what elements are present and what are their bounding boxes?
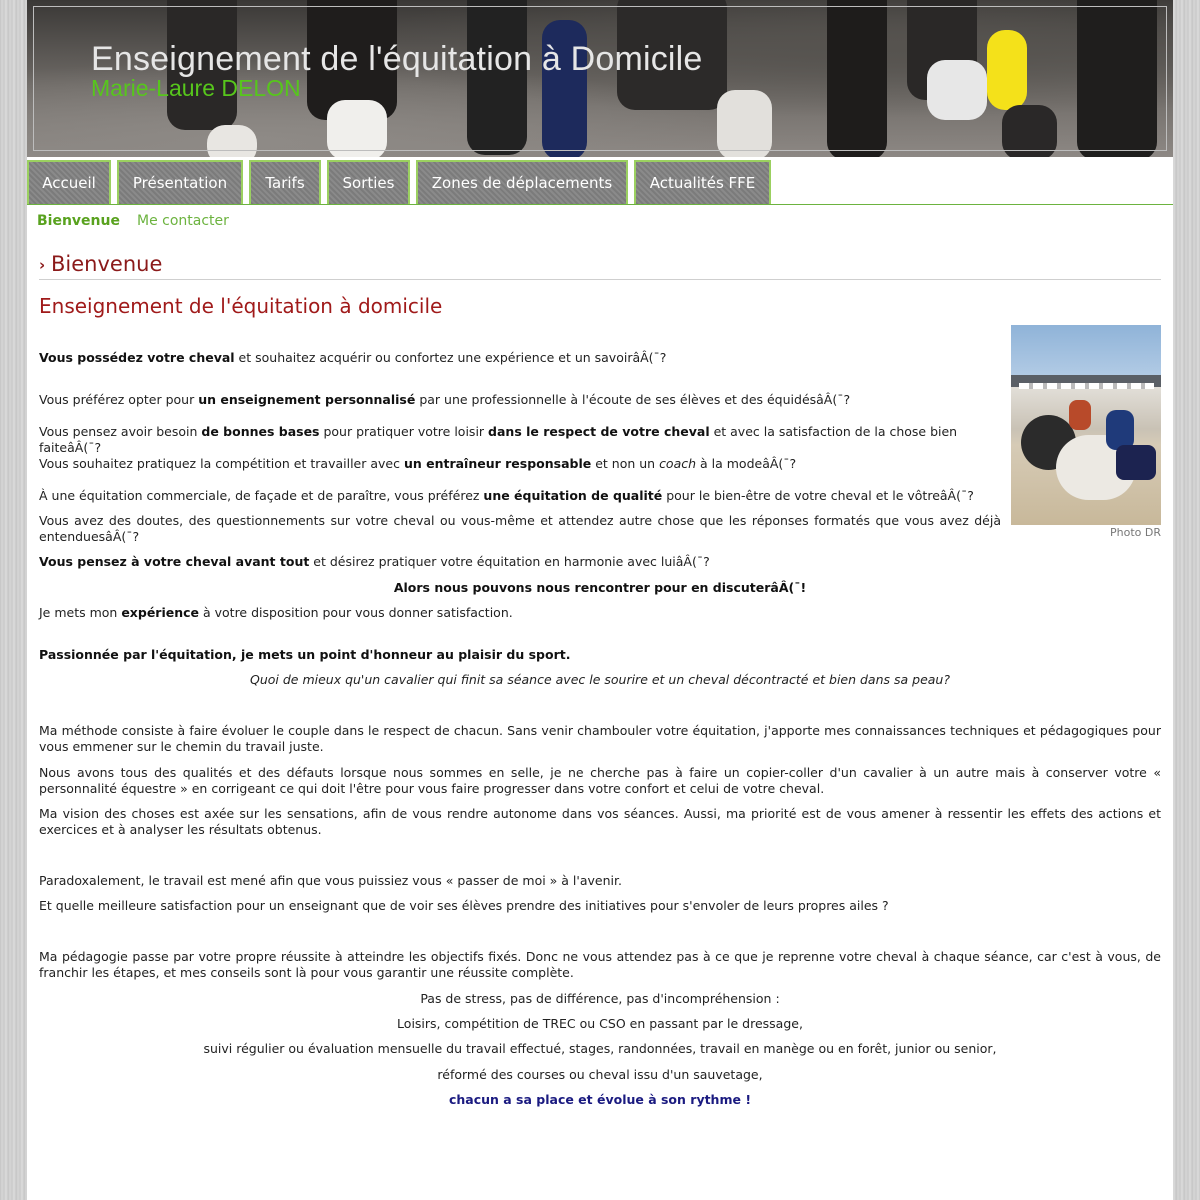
paragraph: Alors nous pouvons nous rencontrer pour en discuterâÂ(¯! xyxy=(393,580,807,595)
tab-zones-deplacements[interactable]: Zones de déplacements xyxy=(416,160,628,204)
paragraph: Ma pédagogie passe par votre propre réussite à atteindre les objectifs fixés. Donc ne vous attendez pas à ce que je reprenne votre cheval à chaque séance, car c'est à vous, de franchir les étapes, et mes conseils sont là pour vous garantir une réussite complète. xyxy=(39,949,1161,980)
paragraph: Ma vision des choses est axée sur les sensations, afin de vous rendre autonome dans vos séances. Aussi, ma priorité est de vous amener à ressentir les effets des actions et exercices et à analyser les résultats obtenus. xyxy=(39,806,1161,837)
paragraph: suivi régulier ou évaluation mensuelle du travail effectué, stages, randonnées, travail en manège ou en forêt, junior ou senior, xyxy=(203,1041,997,1056)
paragraph: Je mets mon expérience à votre disposition pour vous donner satisfaction. xyxy=(39,605,513,620)
paragraph: Nous avons tous des qualités et des défauts lorsque nous sommes en selle, je ne cherche pas à faire un copier-coller d'un cavalier à un autre mais à conserver votre « personnalité équestre » en corrigeant ce qui doit l'être pour vous faire progresser dans votre confort et celui de votre cheval. xyxy=(39,765,1161,796)
page-wrapper xyxy=(27,0,1173,1200)
paragraph: Quoi de mieux qu'un cavalier qui finit sa séance avec le sourire et un cheval décontracté et bien dans sa peau? xyxy=(249,672,950,687)
closing-tagline: chacun a sa place et évolue à son rythme ! xyxy=(448,1092,752,1107)
subnav-me-contacter[interactable]: Me contacter xyxy=(137,213,229,229)
paragraph: Et quelle meilleure satisfaction pour un enseignant que de voir ses élèves prendre des initiatives pour s'envoler de leurs propres ailes ? xyxy=(39,898,889,913)
section-title: Enseignement de l'équitation à domicile xyxy=(39,294,443,318)
paragraph: Passionnée par l'équitation, je mets un point d'honneur au plaisir du sport. xyxy=(39,647,571,662)
paragraph: Ma méthode consiste à faire évoluer le couple dans le respect de chacun. Sans venir chambouler votre équitation, j'apporte mes connaissances techniques et pédagogiques pour vous emmener sur le chemin du travail juste. xyxy=(39,723,1161,754)
page-title: Bienvenue xyxy=(51,252,163,276)
subnav-bienvenue[interactable]: Bienvenue xyxy=(37,213,120,229)
paragraph: Pas de stress, pas de différence, pas d'incompréhension : xyxy=(420,991,780,1006)
tab-tarifs[interactable]: Tarifs xyxy=(249,160,321,204)
site-subtitle: Marie-Laure DELON xyxy=(91,75,301,101)
paragraph: Vous préférez opter pour un enseignement personnalisé par une professionnelle à l'écoute de ses élèves et des équidésâÂ(¯? xyxy=(39,392,851,407)
header-banner xyxy=(27,0,1173,157)
page-heading-row xyxy=(39,252,1161,280)
tab-accueil[interactable]: Accueil xyxy=(27,160,111,204)
paragraph: Vous souhaitez pratiquez la compétition et travailler avec un entraîneur responsable et non un coach à la modeâÂ(¯? xyxy=(39,456,797,471)
tab-presentation[interactable]: Présentation xyxy=(117,160,243,204)
chevron-right-icon: › xyxy=(39,256,46,274)
photo-caption: Photo DR xyxy=(1110,526,1161,539)
paragraph: Vous possédez votre cheval et souhaitez acquérir ou confortez une expérience et un savoirâÂ(¯? xyxy=(39,350,667,365)
paragraph: Vous pensez avoir besoin de bonnes bases pour pratiquer votre loisir dans le respect de votre cheval et avec la satisfaction de la chose bien faiteâÂ(¯? xyxy=(39,424,958,455)
tab-actualites-ffe[interactable]: Actualités FFE xyxy=(634,160,771,204)
paragraph: Loisirs, compétition de TREC ou CSO en passant par le dressage, xyxy=(397,1016,803,1031)
main-nav xyxy=(27,160,1173,205)
paragraph: À une équitation commerciale, de façade et de paraître, vous préférez une équitation de qualité pour le bien-être de votre cheval et le vôtreâÂ(¯? xyxy=(39,488,974,503)
tab-sorties[interactable]: Sorties xyxy=(327,160,410,204)
paragraph: Vous avez des doutes, des questionnements sur votre cheval ou vous-même et attendez autre chose que les réponses formatés que vous avez déjà entenduesâÂ(¯? xyxy=(39,513,1001,544)
paragraph: Paradoxalement, le travail est mené afin que vous puissiez vous « passer de moi » à l'avenir. xyxy=(39,873,622,888)
paragraph: Vous pensez à votre cheval avant tout et désirez pratiquer votre équitation en harmonie avec luiâÂ(¯? xyxy=(39,554,710,569)
paragraph: réformé des courses ou cheval issu d'un sauvetage, xyxy=(437,1067,763,1082)
rider-photo xyxy=(1011,325,1161,525)
site-title: Enseignement de l'équitation à Domicile xyxy=(91,40,703,78)
